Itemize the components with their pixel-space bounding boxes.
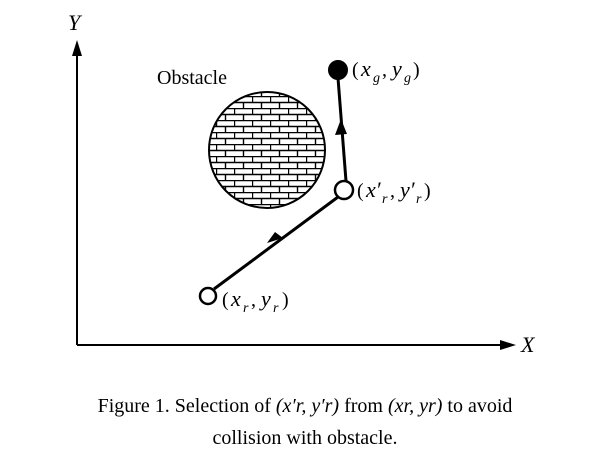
figure-caption-line1 — [0, 392, 610, 420]
waypoint-label — [357, 177, 431, 207]
caption-prefix: Figure 1. Selection of — [97, 395, 276, 417]
figure-caption-line2 — [0, 424, 610, 452]
svg-text:g: g — [373, 71, 380, 86]
svg-text:): ) — [282, 289, 289, 311]
svg-text:y: y — [261, 286, 271, 311]
caption-math-waypoint: (x′r, y′r) — [275, 395, 340, 417]
caption-math-start: (xr, yr) — [387, 395, 443, 417]
svg-text:x′: x′ — [366, 177, 381, 202]
caption-line2-text: collision with obstacle. — [212, 427, 398, 449]
goal-point-marker — [329, 61, 347, 79]
svg-text:(: ( — [352, 59, 359, 81]
path-segment-start-to-waypoint — [214, 197, 338, 289]
start-point-label — [222, 286, 289, 316]
x-axis-arrowhead — [500, 340, 516, 350]
svg-text:g: g — [404, 71, 411, 86]
svg-text:r: r — [273, 301, 279, 316]
svg-text:(: ( — [357, 180, 364, 202]
x-axis-label: X — [521, 332, 535, 357]
caption-mid: from — [339, 395, 388, 417]
svg-text:): ) — [413, 59, 420, 81]
goal-point-label — [352, 56, 420, 86]
obstacle-brick-circle — [209, 92, 325, 208]
svg-text:y: y — [392, 56, 402, 81]
svg-text:r: r — [243, 301, 249, 316]
svg-text:(: ( — [222, 289, 229, 311]
obstacle-label: Obstacle — [157, 67, 227, 89]
svg-text:x: x — [231, 286, 241, 311]
svg-text:,: , — [390, 180, 395, 202]
svg-text:x: x — [361, 56, 371, 81]
y-axis-arrowhead — [72, 40, 82, 56]
svg-text:): ) — [424, 180, 431, 202]
svg-text:,: , — [251, 289, 256, 311]
y-axis-label: Y — [68, 10, 81, 35]
svg-text:,: , — [382, 59, 387, 81]
svg-text:r: r — [416, 192, 422, 207]
svg-text:r: r — [382, 192, 388, 207]
start-point-marker — [200, 288, 216, 304]
path-arrow-2 — [335, 119, 347, 135]
waypoint-marker — [335, 181, 353, 199]
caption-suffix: to avoid — [442, 395, 513, 417]
svg-text:y′: y′ — [400, 177, 415, 202]
